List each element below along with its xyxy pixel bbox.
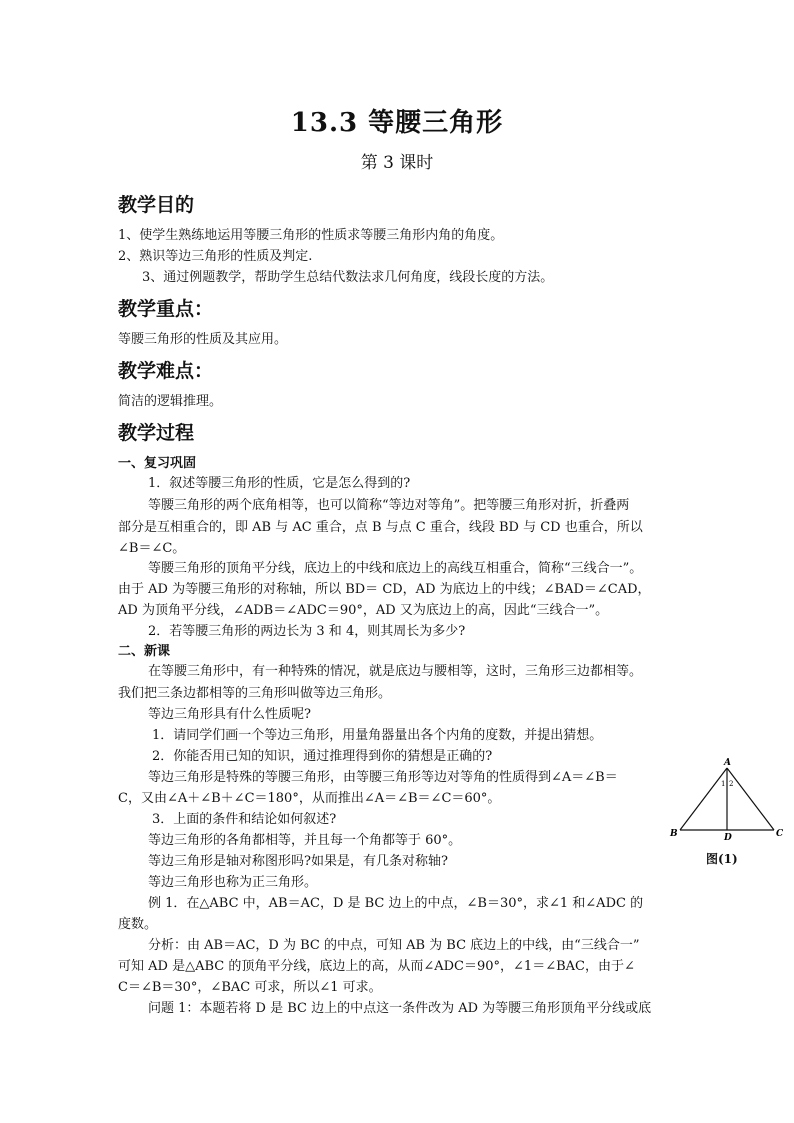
- new-line: 我们把三条边都相等的三角形叫做等边三角形。: [118, 686, 392, 701]
- review-heading: 一、复习巩固: [118, 456, 197, 471]
- label-d: D: [724, 833, 732, 843]
- new-line: 等边三角形的各角都相等，并且每一个角都等于 60°。: [148, 833, 462, 848]
- new-lesson-heading: 二、新课: [118, 644, 171, 659]
- review-line: 由于 AD 为等腰三角形的对称轴，所以 BD＝ CD，AD 为底边上的中线；∠BAD＝∠CAD，: [118, 582, 651, 597]
- difficulty-text: 简洁的逻辑推理。: [118, 394, 223, 409]
- new-line: 分析：由 AB＝AC，D 为 BC 的中点，可知 AB 为 BC 底边上的中线，由“三线合一”: [148, 938, 640, 953]
- figure-caption: 图(1): [706, 852, 738, 866]
- review-line: ∠B＝∠C。: [118, 541, 186, 556]
- new-line: 度数。: [118, 917, 158, 932]
- key-points-heading: 教学重点：: [118, 298, 214, 320]
- new-line: 在等腰三角形中，有一种特殊的情况，就是底边与腰相等，这时，三角形三边都相等。: [148, 664, 643, 679]
- goal-line-3: 3、通过例题教学，帮助学生总结代数法求几何角度，线段长度的方法。: [142, 270, 554, 285]
- new-line: 2．你能否用已知的知识，通过推理得到你的猜想是正确的?: [152, 749, 493, 764]
- review-line: 部分是互相重合的，即 AB 与 AC 重合，点 B 与点 C 重合，线段 BD 与 CD 也重合，所以: [118, 520, 643, 535]
- new-line: C，又由∠A＋∠B＋∠C＝180°，从而推出∠A＝∠B＝∠C＝60°。: [118, 791, 501, 806]
- process-heading: 教学过程: [118, 422, 195, 444]
- difficulty-heading: 教学难点：: [118, 360, 214, 382]
- review-line: AD 为顶角平分线，∠ADB＝∠ADC＝90°，AD 又为底边上的高，因此“三线合一”。: [118, 603, 609, 618]
- new-line: C＝∠B＝30°，∠BAC 可求，所以∠1 可求。: [118, 980, 382, 995]
- label-b: B: [670, 829, 678, 839]
- new-line: 等边三角形是轴对称图形吗?如果是，有几条对称轴?: [148, 854, 448, 869]
- new-line: 等边三角形是特殊的等腰三角形，由等腰三角形等边对等角的性质得到∠A＝∠B＝: [148, 770, 618, 785]
- page-title: 13.3 等腰三角形: [290, 108, 504, 138]
- new-line: 3．上面的条件和结论如何叙述?: [152, 812, 337, 827]
- review-line: 2．若等腰三角形的两边长为 3 和 4，则其周长为多少?: [148, 624, 466, 639]
- goals-heading: 教学目的: [118, 194, 195, 216]
- new-line: 1．请同学们画一个等边三角形，用量角器量出各个内角的度数，并提出猜想。: [152, 728, 603, 743]
- new-line: 例 1．在△ABC 中，AB＝AC，D 是 BC 边上的中点，∠B＝30°，求∠1 和∠ADC 的: [148, 896, 644, 911]
- side-ac: [727, 768, 774, 830]
- goal-line-2: 2、熟识等边三角形的性质及判定.: [118, 249, 313, 264]
- page-subtitle: 第 3 课时: [360, 153, 434, 173]
- review-line: 等腰三角形的两个底角相等，也可以简称“等边对等角”。把等腰三角形对折，折叠两: [148, 498, 630, 513]
- label-a: A: [724, 758, 731, 768]
- label-c: C: [776, 829, 784, 839]
- new-line: 等边三角形具有什么性质呢?: [148, 707, 311, 722]
- review-line: 等腰三角形的顶角平分线，底边上的中线和底边上的高线互相重合，简称“三线合一”。: [148, 561, 643, 576]
- new-line: 等边三角形也称为正三角形。: [148, 875, 318, 890]
- side-ab: [680, 768, 727, 830]
- label-angle-1: 1: [721, 780, 726, 788]
- review-line: 1．叙述等腰三角形的性质，它是怎么得到的?: [148, 476, 411, 491]
- goal-line-1: 1、使学生熟练地运用等腰三角形的性质求等腰三角形内角的角度。: [118, 228, 504, 243]
- label-angle-2: 2: [729, 780, 734, 788]
- key-points-text: 等腰三角形的性质及其应用。: [118, 332, 288, 347]
- new-line: 可知 AD 是△ABC 的顶角平分线，底边上的高，从而∠ADC＝90°，∠1＝∠BAC，由于∠: [118, 959, 635, 974]
- new-line: 问题 1：本题若将 D 是 BC 边上的中点这一条件改为 AD 为等腰三角形顶角平分线或底: [148, 1001, 652, 1016]
